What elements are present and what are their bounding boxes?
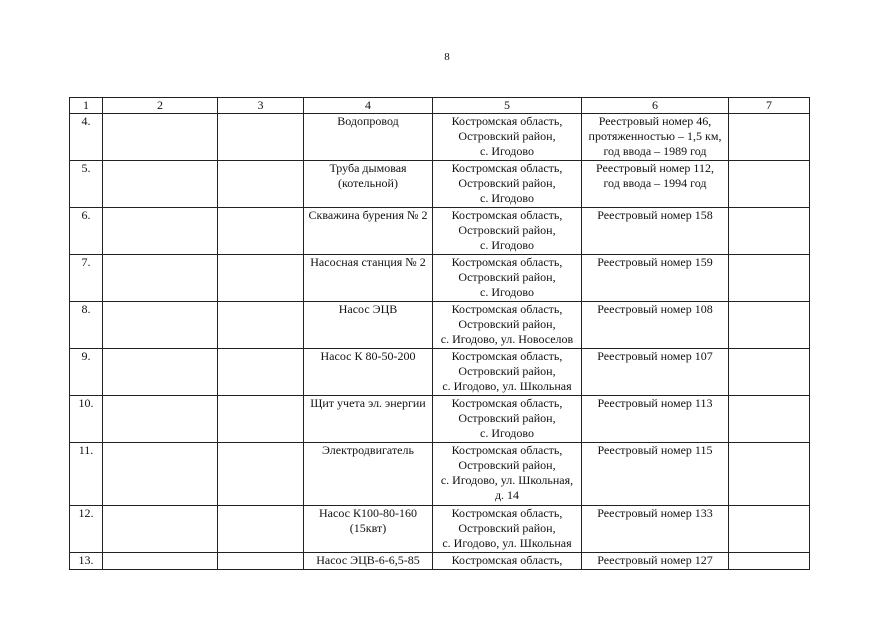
- registry-info-cell-text: Реестровый номер 115: [597, 443, 713, 457]
- column-3-cell: [218, 161, 304, 208]
- column-7-cell: [729, 396, 810, 443]
- address-cell-text: Костромская область, Островский район, с. Игодово: [451, 396, 563, 440]
- object-name-cell: [304, 161, 433, 208]
- row-number-cell: [70, 396, 103, 443]
- row-number-cell-text: 11.: [78, 443, 94, 457]
- column-header: 2: [103, 98, 218, 114]
- address-cell: [433, 208, 582, 255]
- row-number-cell-text: 9.: [81, 349, 91, 363]
- registry-info-cell-text: Реестровый номер 113: [597, 396, 713, 410]
- page-number: 8: [444, 51, 450, 63]
- object-name-cell: [304, 114, 433, 161]
- object-name-cell-text: Труба дымовая (котельной): [329, 161, 407, 190]
- column-2-cell: [103, 208, 218, 255]
- column-7-cell: [729, 553, 810, 570]
- address-cell-text: Костромская область, Островский район, с. Игодово, ул. Новоселов: [440, 302, 574, 346]
- address-cell: [433, 443, 582, 506]
- object-name-cell-text: Насос ЭЦВ-6-6,5-85: [316, 553, 420, 567]
- row-number-cell: [70, 114, 103, 161]
- table-row: [70, 114, 810, 161]
- object-name-cell-text: Водопровод: [337, 114, 399, 128]
- column-7-cell: [729, 302, 810, 349]
- table-row: [70, 302, 810, 349]
- row-number-cell: [70, 255, 103, 302]
- table-row: [70, 208, 810, 255]
- column-2-cell: [103, 114, 218, 161]
- address-cell: [433, 302, 582, 349]
- column-2-cell: [103, 553, 218, 570]
- object-name-cell-text: Насос К100-80-160 (15квт): [319, 506, 417, 535]
- row-number-cell-text: 7.: [81, 255, 91, 269]
- column-3-cell: [218, 114, 304, 161]
- column-7-cell: [729, 443, 810, 506]
- column-3-cell: [218, 506, 304, 553]
- registry-info-cell: [582, 114, 729, 161]
- object-name-cell: [304, 255, 433, 302]
- registry-info-cell-text: Реестровый номер 127: [597, 553, 713, 567]
- column-header: 3: [218, 98, 304, 114]
- address-cell-text: Костромская область, Островский район, с. Игодово: [451, 161, 563, 205]
- registry-info-cell-text: Реестровый номер 112, год ввода – 1994 год: [595, 161, 714, 190]
- object-name-cell: [304, 302, 433, 349]
- registry-info-cell-text: Реестровый номер 158: [597, 208, 713, 222]
- row-number-cell: [70, 161, 103, 208]
- registry-info-cell: [582, 161, 729, 208]
- table-header-row: [70, 98, 810, 114]
- row-number-cell: [70, 349, 103, 396]
- column-header: 6: [582, 98, 729, 114]
- address-cell-text: Костромская область, Островский район, с. Игодово: [451, 114, 563, 158]
- column-3-cell: [218, 349, 304, 396]
- registry-info-cell: [582, 255, 729, 302]
- address-cell: [433, 161, 582, 208]
- column-2-cell: [103, 161, 218, 208]
- table-row: [70, 161, 810, 208]
- column-2-cell: [103, 443, 218, 506]
- registry-info-cell: [582, 302, 729, 349]
- registry-info-cell: [582, 553, 729, 570]
- row-number-cell-text: 8.: [81, 302, 91, 316]
- address-cell: [433, 506, 582, 553]
- column-3-cell: [218, 396, 304, 443]
- registry-info-cell: [582, 349, 729, 396]
- object-name-cell-text: Насос ЭЦВ: [338, 302, 398, 316]
- registry-info-cell: [582, 443, 729, 506]
- registry-info-cell: [582, 396, 729, 443]
- row-number-cell-text: 10.: [78, 396, 94, 410]
- column-header: 4: [304, 98, 433, 114]
- column-7-cell: [729, 208, 810, 255]
- row-number-cell: [70, 302, 103, 349]
- row-number-cell: [70, 506, 103, 553]
- address-cell-text: Костромская область,: [451, 553, 563, 567]
- registry-info-cell: [582, 208, 729, 255]
- registry-info-cell-text: Реестровый номер 159: [597, 255, 713, 269]
- column-7-cell: [729, 161, 810, 208]
- table-row: [70, 255, 810, 302]
- registry-info-cell: [582, 506, 729, 553]
- column-7-cell: [729, 349, 810, 396]
- row-number-cell: [70, 208, 103, 255]
- row-number-cell: [70, 553, 103, 570]
- column-2-cell: [103, 396, 218, 443]
- table-row: [70, 443, 810, 506]
- column-3-cell: [218, 553, 304, 570]
- table-row: [70, 506, 810, 553]
- column-7-cell: [729, 255, 810, 302]
- row-number-cell-text: 13.: [78, 553, 94, 567]
- object-name-cell-text: Щит учета эл. энергии: [310, 396, 426, 410]
- row-number-cell: [70, 443, 103, 506]
- column-7-cell: [729, 506, 810, 553]
- registry-info-cell-text: Реестровый номер 107: [597, 349, 713, 363]
- column-3-cell: [218, 302, 304, 349]
- object-name-cell-text: Скважина бурения № 2: [308, 208, 428, 222]
- column-header: 5: [433, 98, 582, 114]
- object-name-cell-text: Насос К 80-50-200: [320, 349, 416, 363]
- row-number-cell-text: 12.: [78, 506, 94, 520]
- registry-info-cell-text: Реестровый номер 46, протяженностью – 1,5 км, год ввода – 1989 год: [588, 114, 722, 158]
- table-row: [70, 396, 810, 443]
- column-2-cell: [103, 302, 218, 349]
- registry-info-cell-text: Реестровый номер 108: [597, 302, 713, 316]
- column-2-cell: [103, 506, 218, 553]
- address-cell: [433, 349, 582, 396]
- object-name-cell: [304, 396, 433, 443]
- column-2-cell: [103, 255, 218, 302]
- table-row: [70, 553, 810, 570]
- column-3-cell: [218, 443, 304, 506]
- row-number-cell-text: 4.: [81, 114, 91, 128]
- address-cell: [433, 396, 582, 443]
- column-3-cell: [218, 208, 304, 255]
- address-cell-text: Костромская область, Островский район, с. Игодово: [451, 208, 563, 252]
- object-name-cell: [304, 443, 433, 506]
- object-name-cell: [304, 349, 433, 396]
- object-name-cell: [304, 208, 433, 255]
- address-cell-text: Костромская область, Островский район, с. Игодово, ул. Школьная: [442, 506, 572, 550]
- address-cell: [433, 553, 582, 570]
- address-cell: [433, 114, 582, 161]
- object-name-cell-text: Электродвигатель: [322, 443, 414, 457]
- registry-info-cell-text: Реестровый номер 133: [597, 506, 713, 520]
- address-cell-text: Костромская область, Островский район, с. Игодово: [451, 255, 563, 299]
- object-name-cell: [304, 506, 433, 553]
- row-number-cell-text: 6.: [81, 208, 91, 222]
- address-cell-text: Костромская область, Островский район, с. Игодово, ул. Школьная, д. 14: [440, 443, 574, 502]
- object-name-cell: [304, 553, 433, 570]
- row-number-cell-text: 5.: [81, 161, 91, 175]
- column-header: 1: [70, 98, 103, 114]
- column-header: 7: [729, 98, 810, 114]
- address-cell: [433, 255, 582, 302]
- column-2-cell: [103, 349, 218, 396]
- column-7-cell: [729, 114, 810, 161]
- address-cell-text: Костромская область, Островский район, с. Игодово, ул. Школьная: [442, 349, 572, 393]
- object-name-cell-text: Насосная станция № 2: [310, 255, 426, 269]
- column-3-cell: [218, 255, 304, 302]
- table-row: [70, 349, 810, 396]
- registry-table: [69, 97, 810, 570]
